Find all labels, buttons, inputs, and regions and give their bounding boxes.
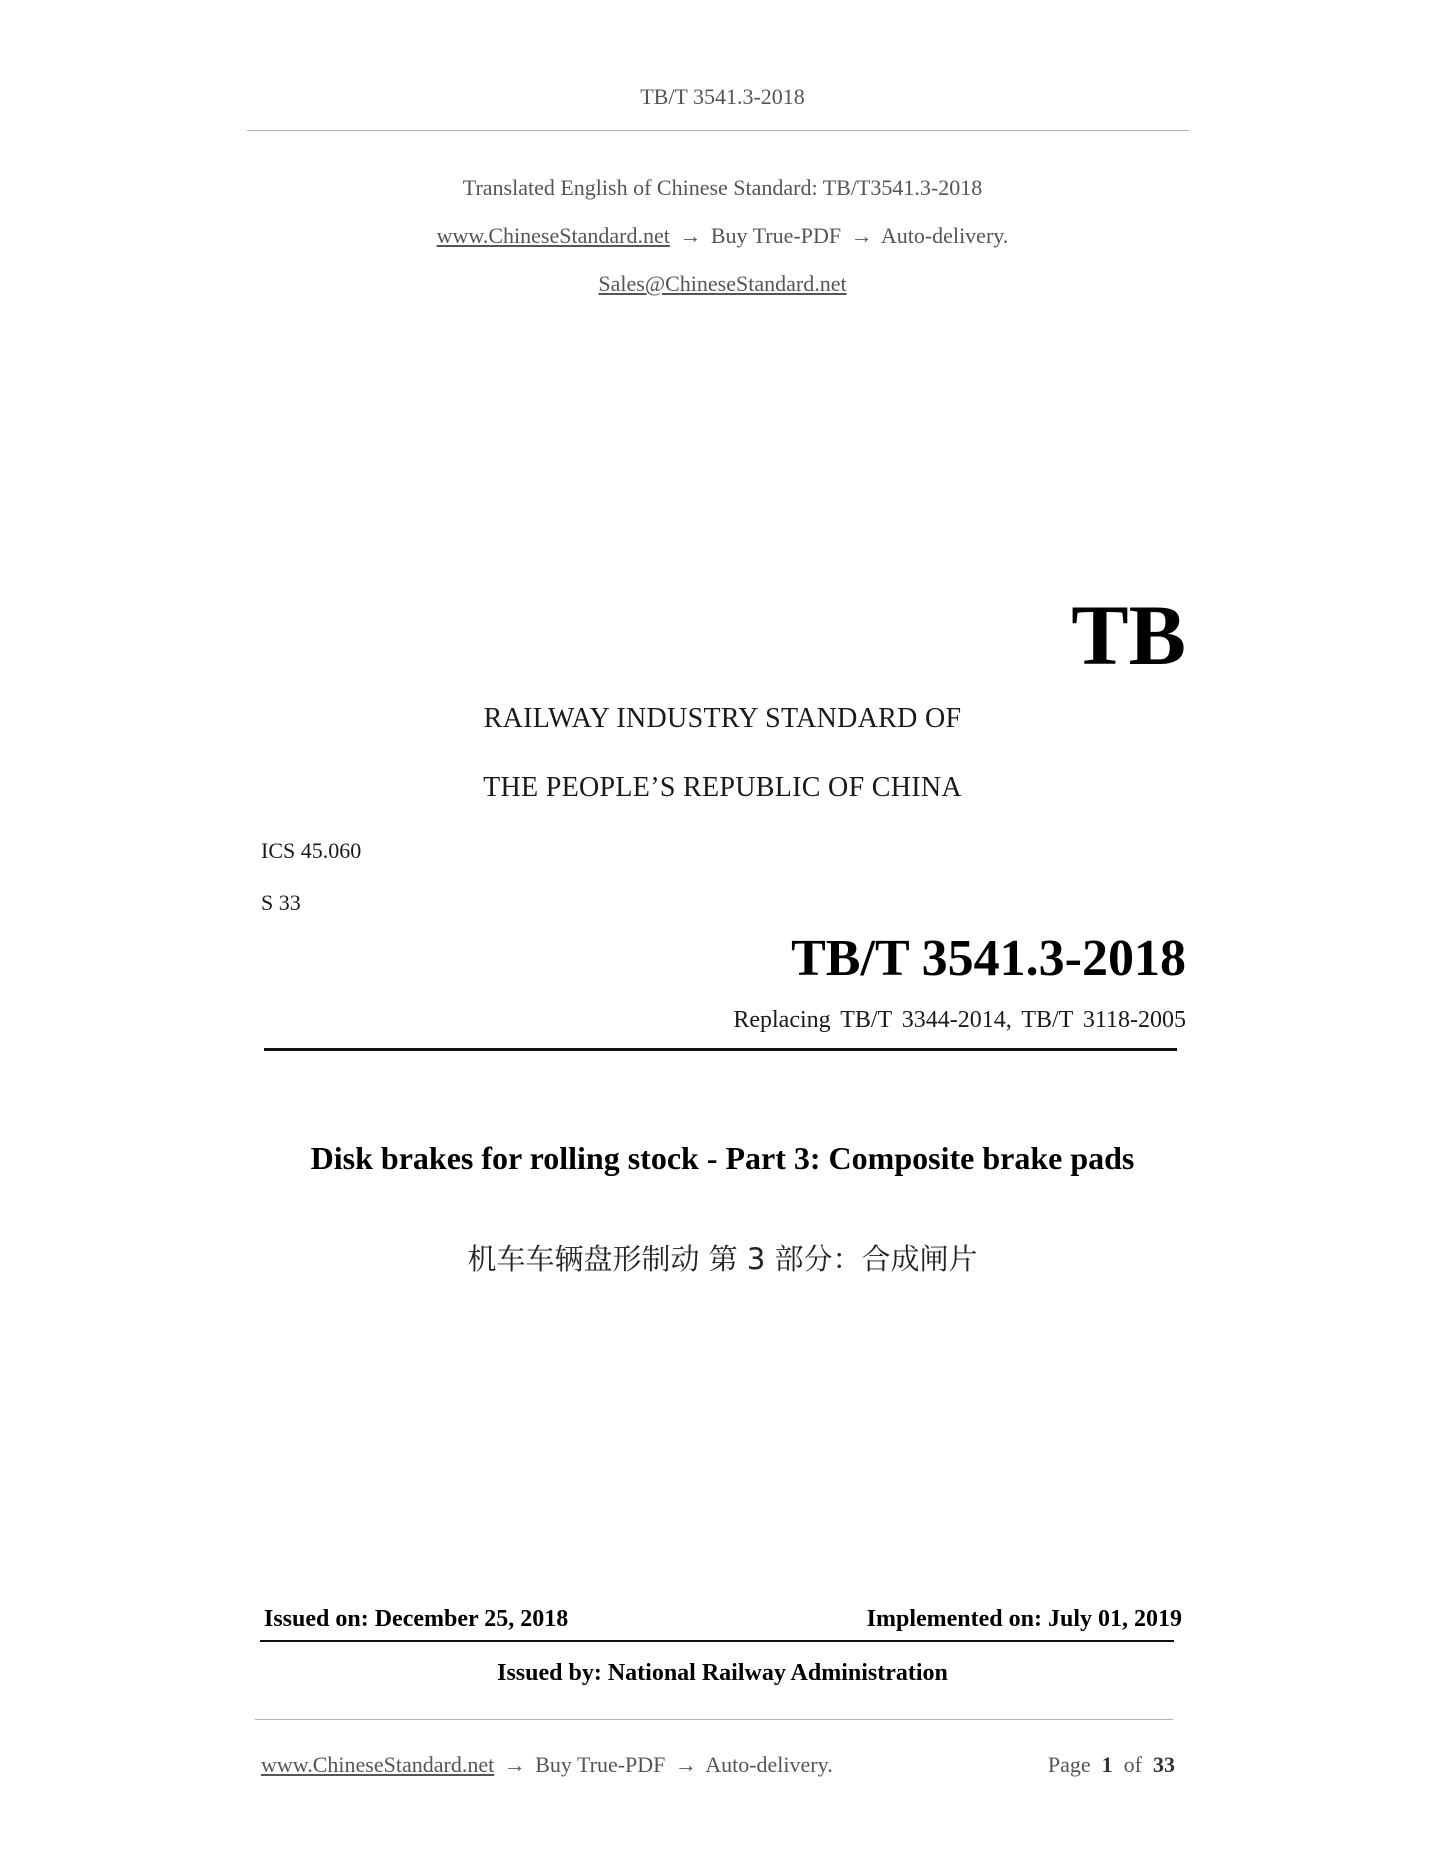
page-total: 33 [1153, 1752, 1175, 1777]
arrow-right-icon: → [850, 223, 873, 248]
dates-divider [260, 1640, 1174, 1642]
purchase-line [0, 223, 1445, 249]
footer-site-link[interactable]: www.ChineseStandard.net [261, 1752, 495, 1777]
page-current: 1 [1101, 1752, 1113, 1777]
ccs-code: S 33 [261, 890, 301, 915]
footer-buy-text: Buy True-PDF [535, 1752, 666, 1777]
chinese-title: 机车车辆盘形制动 第 3 部分：合成闸片 [467, 1242, 978, 1276]
page-indicator [1048, 1752, 1175, 1778]
footer-purchase-line [261, 1752, 833, 1778]
header-divider [247, 130, 1189, 131]
running-header: TB/T 3541.3-2018 [640, 84, 805, 109]
ics-code: ICS 45.060 [261, 838, 362, 863]
tb-logo: TB [1071, 587, 1186, 683]
replacing-standards: Replacing TB/T 3344-2014, TB/T 3118-2005 [733, 1007, 1186, 1033]
footer-divider [255, 1719, 1173, 1720]
standard-number: TB/T 3541.3-2018 [791, 930, 1186, 987]
english-title: Disk brakes for rolling stock - Part 3: Composite brake pads [310, 1140, 1135, 1176]
site-link[interactable]: www.ChineseStandard.net [436, 223, 670, 248]
email-line [0, 271, 1445, 297]
arrow-right-icon: → [674, 1752, 697, 1777]
page-label: Page [1047, 1752, 1091, 1777]
footer-delivery-text: Auto-delivery. [705, 1752, 833, 1777]
buy-text: Buy True-PDF [710, 223, 842, 248]
arrow-right-icon: → [679, 223, 702, 248]
issuing-authority: Issued by: National Railway Administration [497, 1660, 948, 1686]
sales-email-link[interactable]: Sales@ChineseStandard.net [598, 271, 847, 296]
issued-on-date: Issued on: December 25, 2018 [264, 1606, 569, 1632]
delivery-text: Auto-delivery. [880, 223, 1009, 248]
arrow-right-icon: → [503, 1752, 526, 1777]
translation-notice: Translated English of Chinese Standard: TB/T3541.3-2018 [462, 175, 983, 200]
number-divider [264, 1048, 1177, 1051]
org-name-line2: THE PEOPLE’S REPUBLIC OF CHINA [483, 772, 962, 803]
org-name-line1: RAILWAY INDUSTRY STANDARD OF [483, 703, 962, 734]
page-of: of [1123, 1752, 1142, 1777]
implemented-on-date: Implemented on: July 01, 2019 [866, 1606, 1182, 1632]
